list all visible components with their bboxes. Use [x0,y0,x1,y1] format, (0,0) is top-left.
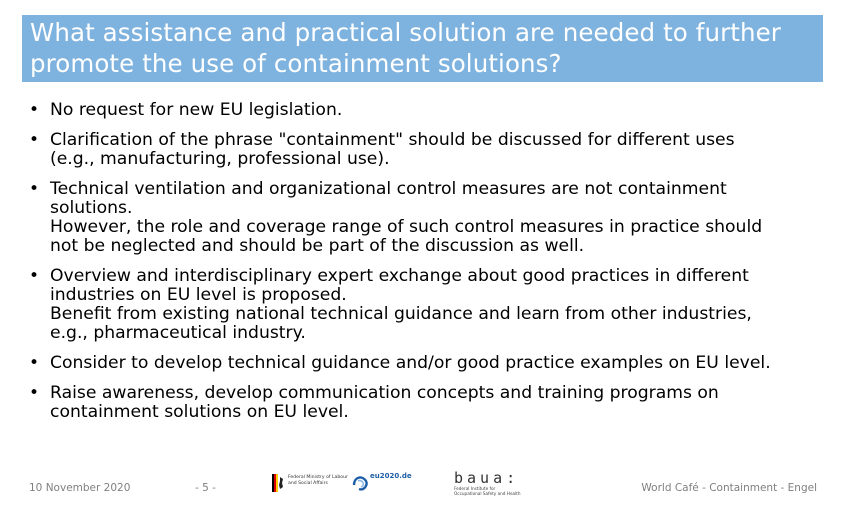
bullet-line: Consider to develop technical guidance and/or good practice examples on EU level. [50,353,771,373]
footer [0,470,850,512]
bullet-line: Raise awareness, develop communication concepts and training programs on [50,383,719,403]
bullet-line: solutions. [50,198,133,218]
bullet-dot: • [29,179,40,199]
footer-date: 10 November 2020 [29,482,131,494]
bullet-line: Clarification of the phrase "containment" should be discussed for different uses [50,130,735,150]
bullet-line: not be neglected and should be part of the discussion as well. [50,236,585,256]
eu2020-swirl-icon [352,473,370,495]
bullet-line: Technical ventilation and organizational control measures are not containment [50,179,727,199]
bullet-dot: • [29,266,40,286]
slide-title-line-1: What assistance and practical solution are needed to further [30,18,781,47]
bullet-line: However, the role and coverage range of such control measures in practice should [50,217,763,237]
bullet-item [29,267,844,343]
footer-event-info: World Café - Containment - Engel [641,482,817,494]
bullet-dot: • [29,130,40,150]
eu2020-logo-text: eu2020.de [370,472,412,480]
bullet-line: e.g., pharmaceutical industry. [50,323,306,343]
bullet-list [29,101,844,433]
title-band [22,15,823,82]
slide-title [30,17,823,79]
bmas-logo-text: Federal Ministry of Labour and Social Affairs [288,475,348,486]
bullet-dot: • [29,353,40,373]
bullet-item [29,354,844,373]
bullet-dot: • [29,100,40,120]
bullet-item [29,384,844,422]
bullet-item [29,131,844,169]
bullet-line: Overview and interdisciplinary expert exchange about good practices in different [50,266,749,286]
footer-page-number: - 5 - [195,482,216,494]
bullet-item [29,180,844,256]
baua-logo-subtitle: Federal Institute for Occupational Safety and Health [454,486,521,496]
bullet-line: industries on EU level is proposed. [50,285,347,305]
bullet-line: (e.g., manufacturing, professional use). [50,149,390,169]
bullet-line: No request for new EU legislation. [50,100,343,120]
baua-logo-mark: baua: [454,469,520,487]
bullet-item [29,101,844,120]
eu2020-logo [352,470,412,498]
bmas-logo [272,472,350,496]
bullet-line: containment solutions on EU level. [50,402,349,422]
slide-title-line-2: promote the use of containment solutions? [30,49,562,78]
bullet-dot: • [29,383,40,403]
federal-eagle-icon [272,474,284,492]
bullet-line: Benefit from existing national technical guidance and learn from other industries, [50,304,752,324]
baua-logo [454,470,534,500]
